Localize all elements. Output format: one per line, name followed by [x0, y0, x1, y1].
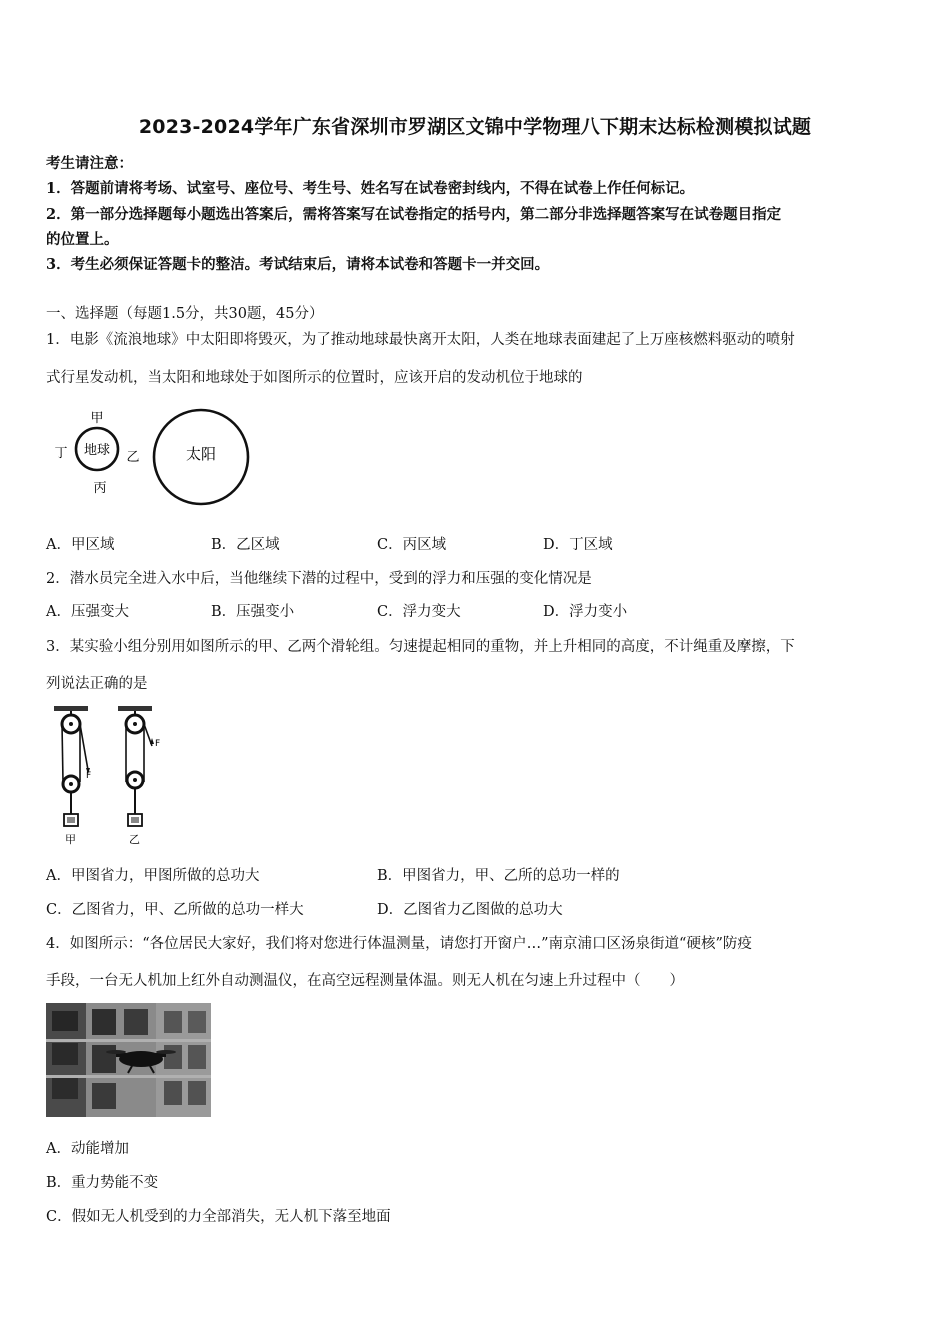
notice-item: 2．第一部分选择题每小题选出答案后，需将答案写在试卷指定的括号内，第二部分非选择题答案写在试卷题目指定 — [46, 206, 782, 223]
label-yi: 乙 — [126, 450, 140, 465]
q3-option-c[interactable]: C．乙图省力，甲、乙所做的总功一样大 — [46, 902, 304, 918]
q1-stem: 1．电影《流浪地球》中太阳即将毁灭，为了推动地球最快离开太阳，人类在地球表面建起了上万座核燃料驱动的喷射 — [46, 332, 795, 348]
q3-option-b[interactable]: B．甲图省力，甲、乙所的总功一样的 — [377, 868, 620, 884]
force-label: F — [155, 739, 161, 749]
page-title: 2023-2024学年广东省深圳市罗湖区文锦中学物理八下期末达标检测模拟试题 — [138, 116, 812, 138]
label-jia: 甲 — [65, 833, 76, 846]
q3-stem: 3．某实验小组分别用如图所示的甲、乙两个滑轮组。匀速提起相同的重物，并上升相同的高度，不计绳重及摩擦，下 — [46, 639, 795, 655]
notice-item: 的位置上。 — [46, 231, 119, 248]
q1-stem: 式行星发动机，当太阳和地球处于如图所示的位置时，应该开启的发动机位于地球的 — [46, 370, 583, 386]
q2-option-a[interactable]: A．压强变大 — [46, 604, 129, 620]
q1-option-d[interactable]: D．丁区域 — [543, 537, 613, 553]
q2-option-c[interactable]: C．浮力变大 — [377, 604, 461, 620]
q1-option-b[interactable]: B．乙区域 — [211, 537, 280, 553]
q1-option-c[interactable]: C．丙区域 — [377, 537, 447, 553]
label-yi: 乙 — [129, 833, 140, 846]
pulley-system-yi — [118, 706, 160, 846]
drone-photo — [46, 1003, 211, 1117]
q3-option-d[interactable]: D．乙图省力乙图做的总功大 — [377, 902, 563, 918]
q3-stem: 列说法正确的是 — [46, 676, 148, 692]
label-ding: 丁 — [54, 446, 68, 461]
label-bing: 丙 — [93, 481, 107, 496]
notice-heading: 考生请注意： — [46, 155, 133, 172]
q4-option-b[interactable]: B．重力势能不变 — [46, 1175, 159, 1191]
q4-option-a[interactable]: A．动能增加 — [46, 1141, 129, 1157]
q2-option-d[interactable]: D．浮力变小 — [543, 604, 628, 620]
q4-stem: 4．如图所示：“各位居民大家好，我们将对您进行体温测量，请您打开窗户…”南京浦口区汤泉街道“硬核”防疫 — [46, 936, 752, 952]
notice-item: 3．考生必须保证答题卡的整洁。考试结束后，请将本试卷和答题卡一并交回。 — [46, 256, 550, 273]
earth-label: 地球 — [83, 443, 111, 458]
pulley-system-jia — [54, 706, 91, 846]
q2-stem: 2．潜水员完全进入水中后，当他继续下潜的过程中，受到的浮力和压强的变化情况是 — [46, 571, 592, 587]
q3-option-a[interactable]: A．甲图省力，甲图所做的总功大 — [46, 868, 260, 884]
q4-stem: 手段，一台无人机加上红外自动测温仪，在高空远程测量体温。则无人机在匀速上升过程中（ ） — [46, 973, 684, 989]
label-jia: 甲 — [90, 411, 104, 426]
force-label: F — [86, 771, 92, 781]
notice-item: 1．答题前请将考场、试室号、座位号、考生号、姓名写在试卷密封线内，不得在试卷上作任何标记。 — [46, 180, 695, 197]
earth-sun-figure — [44, 404, 264, 512]
pulley-figure — [44, 702, 174, 850]
q1-option-a[interactable]: A．甲区域 — [46, 537, 115, 553]
sun-label: 太阳 — [185, 445, 217, 463]
q4-option-c[interactable]: C．假如无人机受到的力全部消失，无人机下落至地面 — [46, 1209, 391, 1225]
q2-option-b[interactable]: B．压强变小 — [211, 604, 295, 620]
section-heading: 一、选择题（每题1.5分，共30题，45分） — [46, 306, 324, 322]
